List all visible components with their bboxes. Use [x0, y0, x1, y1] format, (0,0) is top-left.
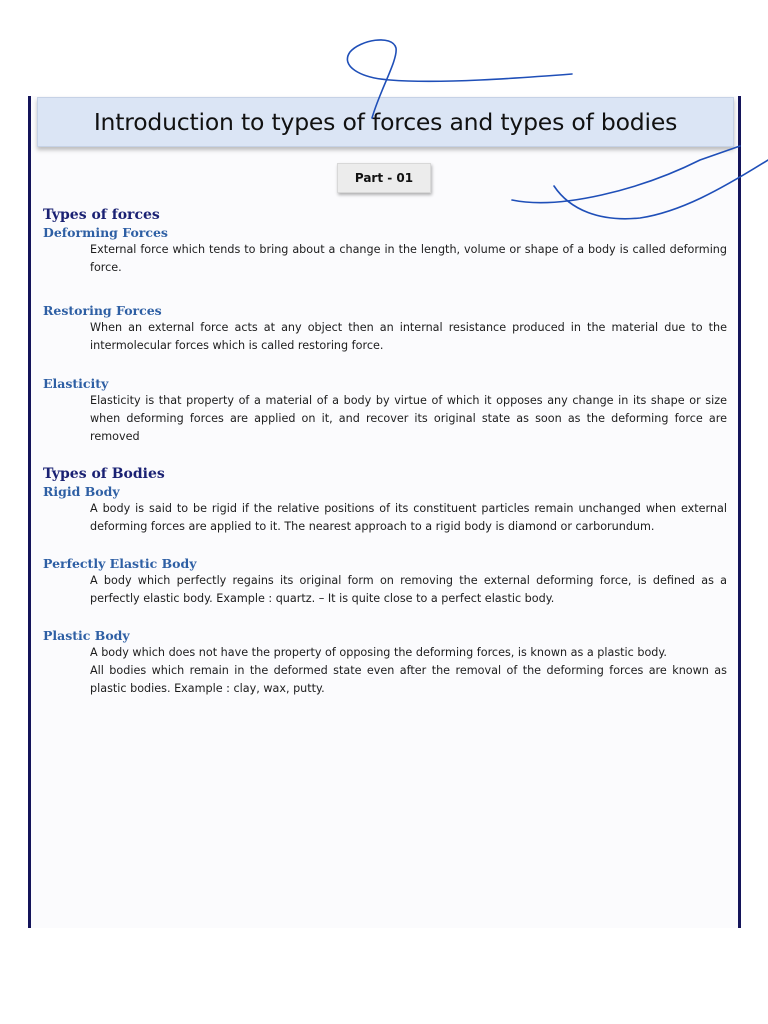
para-restoring-forces: When an external force acts at any object then an internal resistance produced in the material due to the intermolecular forces which is called restoring force. — [90, 321, 727, 352]
part-label-box — [337, 163, 431, 193]
heading-types-of-bodies: Types of Bodies — [43, 466, 165, 482]
para-deforming-forces: External force which tends to bring about a change in the length, volume or shape of a body is called deforming force. — [90, 243, 727, 274]
para-perfectly-elastic-body: A body which perfectly regains its original form on removing the external deforming force, is defined as a perfectly elastic body. Example : quartz. – It is quite close to a perfect elastic body. — [90, 574, 727, 605]
para-plastic-body-2: All bodies which remain in the deformed state even after the removal of the deforming forces are known as plastic bodies. Example : clay, wax, putty. — [90, 664, 727, 695]
heading-types-of-forces: Types of forces — [43, 207, 160, 223]
page-title: Introduction to types of forces and types of bodies — [93, 108, 678, 136]
title-banner — [37, 97, 734, 147]
heading-plastic-body: Plastic Body — [43, 628, 130, 643]
heading-perfectly-elastic-body: Perfectly Elastic Body — [43, 556, 197, 571]
para-rigid-body: A body is said to be rigid if the relative positions of its constituent particles remain unchanged when external deforming forces are applied to it. The nearest approach to a rigid body is diamond or carborundum. — [90, 502, 727, 533]
heading-elasticity: Elasticity — [43, 376, 109, 391]
para-elasticity: Elasticity is that property of a material of a body by virtue of which it opposes any change in its shape or size when deforming forces are applied on it, and recover its original state as soon as the deforming force are removed — [90, 394, 727, 443]
part-label: Part - 01 — [354, 171, 414, 185]
heading-deforming-forces: Deforming Forces — [43, 225, 168, 240]
left-border-rule — [28, 96, 31, 928]
content-body — [43, 207, 727, 698]
heading-rigid-body: Rigid Body — [43, 484, 120, 499]
right-border-rule — [738, 96, 741, 928]
heading-restoring-forces: Restoring Forces — [43, 303, 162, 318]
para-plastic-body-1: A body which does not have the property of opposing the deforming forces, is known as a plastic body. — [90, 646, 667, 659]
